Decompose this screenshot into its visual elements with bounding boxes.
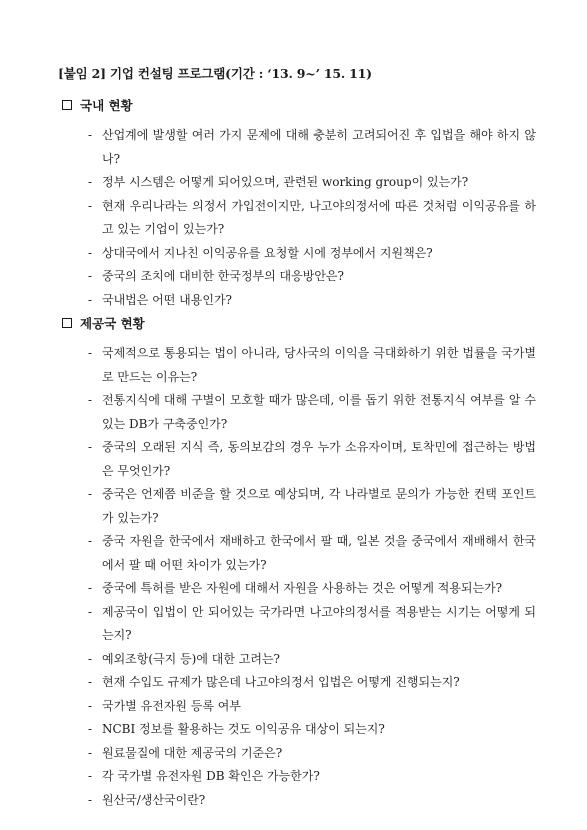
dash-bullet: -: [88, 769, 93, 783]
dash-bullet: -: [88, 745, 93, 760]
list-item: [88, 765, 536, 789]
question-list: [88, 342, 542, 812]
dash-bullet: -: [88, 675, 93, 689]
list-item-text: 국가별 유전자원 등록 여부: [102, 698, 241, 713]
dash-bullet: -: [88, 651, 93, 666]
list-item-text: 현재 수입도 규제가 많은데 나고야의정서 입법은 어떻게 진행되는지?: [102, 675, 460, 689]
list-item: [88, 718, 536, 742]
dash-bullet: -: [88, 440, 93, 454]
list-item: [88, 124, 536, 171]
list-item: [88, 742, 536, 766]
dash-bullet: -: [88, 604, 93, 619]
list-item-text: 현재 우리나라는 의정서 가입전이지만, 나고야의정서에 따른 것처럼 이익공유를 하고 있는 기업이 있는가?: [102, 198, 536, 236]
list-item-text: 중국의 조치에 대비한 한국정부의 대응방안은?: [102, 269, 344, 283]
section-heading: [62, 314, 542, 332]
list-item: [88, 195, 536, 242]
dash-bullet: -: [88, 393, 93, 407]
section-heading-text: 국내 현황: [80, 98, 133, 113]
list-item: [88, 265, 536, 289]
document-title: [붙임 2] 기업 컨설팅 프로그램(기간 : ‘13. 9~’ 15. 11): [58, 66, 372, 81]
dash-bullet: -: [88, 581, 93, 595]
list-item-text: 국제적으로 통용되는 법이 아니라, 당사국의 이익을 극대화하기 위한 법률을 국가별로 만드는 이유는?: [102, 346, 536, 384]
list-item-text: 원료물질에 대한 제공국의 기준은?: [102, 745, 283, 760]
dash-bullet: -: [88, 534, 93, 548]
section-heading-text: 제공국 현황: [80, 316, 145, 331]
dash-bullet: -: [88, 487, 93, 501]
list-item: [88, 648, 536, 672]
list-item-text: 원산국/생산국이란?: [102, 792, 206, 807]
list-item: [88, 671, 536, 695]
list-item: [88, 289, 536, 313]
list-item-text: 중국 자원을 한국에서 재배하고 한국에서 팔 때, 일본 것을 중국에서 재배해서 한국에서 팔 때 어떤 차이가 있는가?: [102, 534, 536, 572]
dash-bullet: -: [88, 269, 93, 283]
list-item: [88, 342, 536, 389]
list-item: [88, 577, 536, 601]
dash-bullet: -: [88, 292, 93, 307]
section-heading: [62, 96, 542, 114]
section-provider-country-status: [62, 314, 542, 812]
list-item-text: 국내법은 어떤 내용인가?: [102, 292, 232, 307]
list-item-text: 중국에 특허를 받은 자원에 대해서 자원을 사용하는 것은 어떻게 적용되는가?: [102, 581, 503, 595]
checkbox-square-icon: [62, 318, 72, 328]
dash-bullet: -: [88, 346, 93, 360]
dash-bullet: -: [88, 175, 93, 189]
list-item: [88, 789, 536, 813]
list-item: [88, 601, 536, 648]
list-item-text: NCBI 정보를 활용하는 것도 이익공유 대상이 되는지?: [102, 722, 385, 736]
list-item: [88, 242, 536, 266]
list-item: [88, 389, 536, 436]
list-item-text: 전통지식에 대해 구별이 모호할 때가 많은데, 이를 돕기 위한 전통지식 여부를 알 수 있는 DB가 구축중인가?: [102, 393, 536, 431]
list-item: [88, 171, 536, 195]
list-item-text: 상대국에서 지나친 이익공유를 요청할 시에 정부에서 지원책은?: [102, 245, 433, 260]
list-item: [88, 695, 536, 719]
dash-bullet: -: [88, 245, 93, 260]
list-item-text: 예외조항(극지 등)에 대한 고려는?: [102, 651, 280, 666]
section-domestic-status: [62, 96, 542, 312]
list-item: [88, 483, 536, 530]
dash-bullet: -: [88, 792, 93, 807]
dash-bullet: -: [88, 698, 93, 713]
dash-bullet: -: [88, 722, 93, 736]
checkbox-square-icon: [62, 100, 72, 110]
list-item: [88, 530, 536, 577]
list-item: [88, 436, 536, 483]
list-item-text: 중국의 오래된 지식 즉, 동의보감의 경우 누가 소유자이며, 토착민에 접근하는 방법은 무엇인가?: [102, 440, 536, 478]
list-item-text: 제공국이 입법이 안 되어있는 국가라면 나고야의정서를 적용받는 시기는 어떻게 되는지?: [102, 604, 536, 642]
dash-bullet: -: [88, 198, 93, 213]
question-list: [88, 124, 542, 312]
list-item-text: 각 국가별 유전자원 DB 확인은 가능한가?: [102, 769, 320, 783]
list-item-text: 산업계에 발생할 여러 가지 문제에 대해 충분히 고려되어진 후 입법을 해야 하지 않나?: [102, 128, 536, 166]
list-item-text: 정부 시스템은 어떻게 되어있으며, 관련된 working group이 있는가?: [102, 175, 469, 189]
list-item-text: 중국은 언제쯤 비준을 할 것으로 예상되며, 각 나라별로 문의가 가능한 컨택 포인트가 있는가?: [102, 487, 536, 525]
dash-bullet: -: [88, 128, 93, 142]
